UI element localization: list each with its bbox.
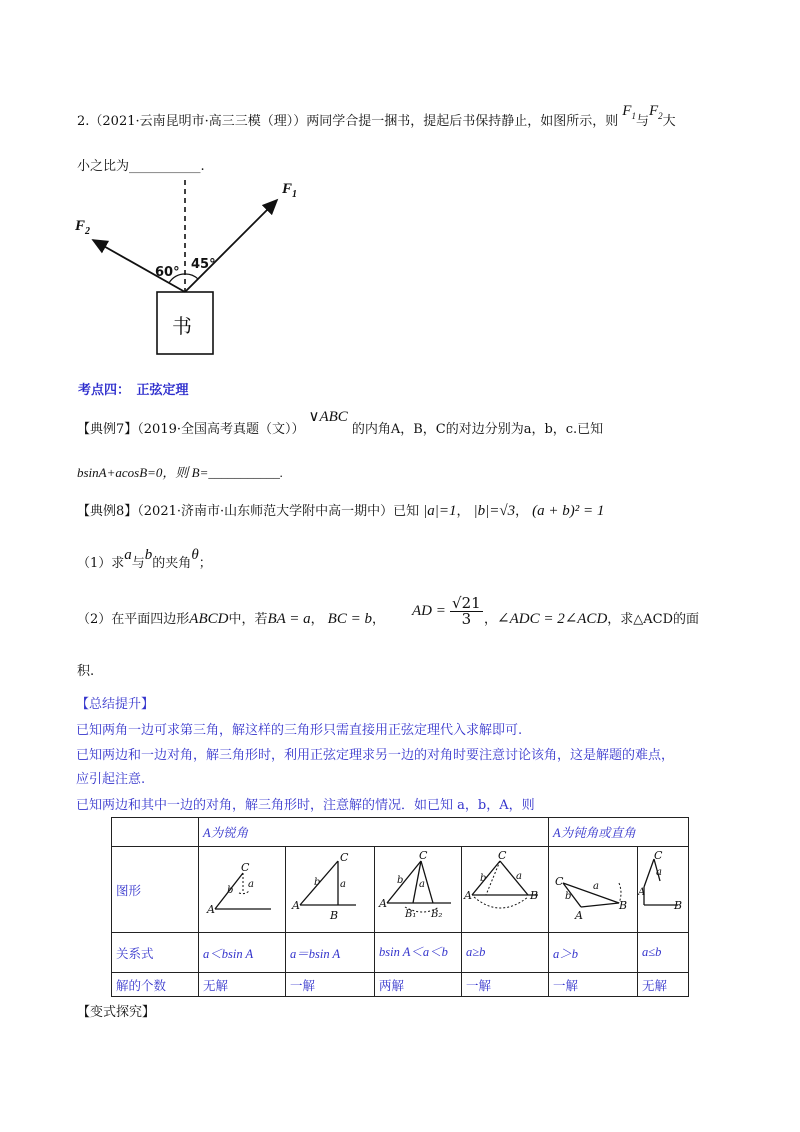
svg-text:B₂: B₂: [431, 909, 443, 920]
svg-text:b: b: [480, 873, 487, 884]
vec-b: b: [144, 547, 153, 563]
svg-text:b: b: [227, 885, 234, 896]
svg-text:a: a: [248, 879, 254, 890]
summary-p2b: 应引起注意.: [76, 772, 146, 787]
variant-heading: 【变式探究】: [77, 1005, 156, 1020]
acute-header: A为锐角: [199, 818, 549, 847]
figure-one-right: [286, 847, 375, 933]
row-figure-label: 图形: [112, 847, 199, 933]
svg-text:A: A: [638, 887, 646, 898]
svg-text:a: a: [516, 871, 522, 882]
svg-text:C: C: [555, 875, 564, 888]
count-cell: 无解: [199, 973, 286, 997]
figure-one-ge: [462, 847, 549, 933]
vector-sum: (a + b)² = 1: [532, 503, 605, 519]
count-cell: 两解: [375, 973, 462, 997]
problem-2-text: 2.（2021·云南昆明市·高三三模（理））两同学合提一捆书，提起后书保持静止，如图所示，则$F_1$与$F_2$大: [77, 103, 676, 129]
svg-text:a: a: [340, 879, 346, 890]
svg-text:B: B: [330, 909, 339, 922]
angle-arc-right: [185, 274, 198, 279]
svg-text:A: A: [575, 909, 583, 922]
svg-text:C: C: [340, 851, 349, 864]
triangle-abc: ∨ABC: [308, 409, 348, 425]
figure-obtuse-one: [549, 847, 638, 933]
relation-cell: a＝bsin A: [286, 933, 375, 973]
quad-abcd: ABCD: [189, 611, 229, 627]
summary-p2a: 已知两边和一边对角，解三角形时，利用正弦定理求另一边的对角时要注意讨论该角，这是解题的难点，: [76, 748, 675, 763]
theta: θ: [191, 547, 199, 563]
f2-label: $F_2$: [75, 218, 91, 237]
svg-text:C: C: [654, 849, 663, 862]
problem-2-line2: 小之比为___________.: [77, 159, 205, 174]
force-diagram: [60, 170, 320, 365]
count-cell: 一解: [462, 973, 549, 997]
ad-equation: AD = $\frac{√21}{3}$: [412, 594, 481, 628]
svg-text:A: A: [464, 889, 472, 902]
figure-obtuse-none: [638, 847, 689, 933]
row-count-label: 解的个数: [112, 973, 199, 997]
f2-symbol: $F_2$: [648, 103, 663, 121]
svg-text:C: C: [498, 849, 507, 862]
svg-text:B: B: [674, 899, 683, 912]
vec-bc: BC = b: [327, 611, 372, 627]
summary-p1: 已知两角一边可求第三角，解这样的三角形只需直接用正弦定理代入求解即可.: [76, 723, 523, 738]
example-8-text: 【典例8】（2021·济南市·山东师范大学附中高一期中）已知 |a|=1， |b|=√3， (a + b)² = 1: [77, 503, 605, 519]
svg-text:B: B: [530, 889, 539, 902]
summary-p3: 已知两边和其中一边的对角，解三角形时，注意解的情况．如已知 a，b，A，则: [76, 798, 535, 813]
count-cell: 一解: [549, 973, 638, 997]
example-7-text: 【典例7】（2019·全国高考真题（文））∨ABC的内角A，B，C的对边分别为a，b，c.已知: [77, 409, 604, 437]
vec-a: a: [124, 547, 132, 563]
svg-text:A: A: [292, 899, 300, 912]
svg-text:b: b: [397, 875, 404, 886]
f1-symbol: $F_1$: [622, 103, 636, 121]
book-label: 书: [172, 314, 192, 338]
count-cell: 无解: [638, 973, 689, 997]
svg-text:B: B: [619, 899, 628, 912]
svg-text:a: a: [656, 867, 662, 878]
svg-text:A: A: [207, 903, 215, 916]
svg-text:C: C: [241, 861, 250, 874]
svg-text:A: A: [379, 897, 387, 910]
angle-45-label: 45°: [191, 257, 216, 272]
figure-two-solutions: [375, 847, 462, 933]
relation-cell: a≤b: [638, 933, 689, 973]
svg-text:b: b: [314, 877, 321, 888]
solution-table: [111, 817, 689, 997]
vec-ba: BA = a: [267, 611, 311, 627]
question-1: （1）求a与b的夹角θ；: [77, 547, 212, 571]
svg-text:B₁: B₁: [405, 909, 417, 920]
question-2: （2）在平面四边形ABCD中，若BA = a， BC = b，: [77, 611, 385, 627]
relation-cell: a＜bsin A: [199, 933, 286, 973]
svg-text:b: b: [565, 891, 572, 902]
relation-cell: a≥b: [462, 933, 549, 973]
figure-no-solution: [199, 847, 286, 933]
example-7-line2: bsinA+acosB=0，则 B=___________.: [77, 465, 284, 480]
question-2-line2: 积.: [77, 664, 95, 679]
angle-60-label: 60°: [155, 265, 180, 280]
summary-title: 【总结提升】: [76, 697, 155, 712]
section-4-title: 考点四： 正弦定理: [78, 383, 189, 398]
count-cell: 一解: [286, 973, 375, 997]
svg-text:a: a: [593, 881, 599, 892]
abs-a: |a|=1: [423, 503, 457, 519]
obtuse-header: A为钝角或直角: [549, 818, 689, 847]
f1-label: $F_1$: [282, 181, 298, 200]
angle-condition: ，∠ADC = 2∠ACD，求△ACD的面: [484, 611, 700, 627]
row-relation-label: 关系式: [112, 933, 199, 973]
relation-cell: bsin A＜a＜b: [375, 933, 462, 973]
abs-b: |b|=√3: [473, 503, 516, 519]
f1-arrow: [185, 200, 277, 292]
relation-cell: a＞b: [549, 933, 638, 973]
svg-text:C: C: [419, 849, 428, 862]
svg-text:a: a: [419, 879, 425, 890]
